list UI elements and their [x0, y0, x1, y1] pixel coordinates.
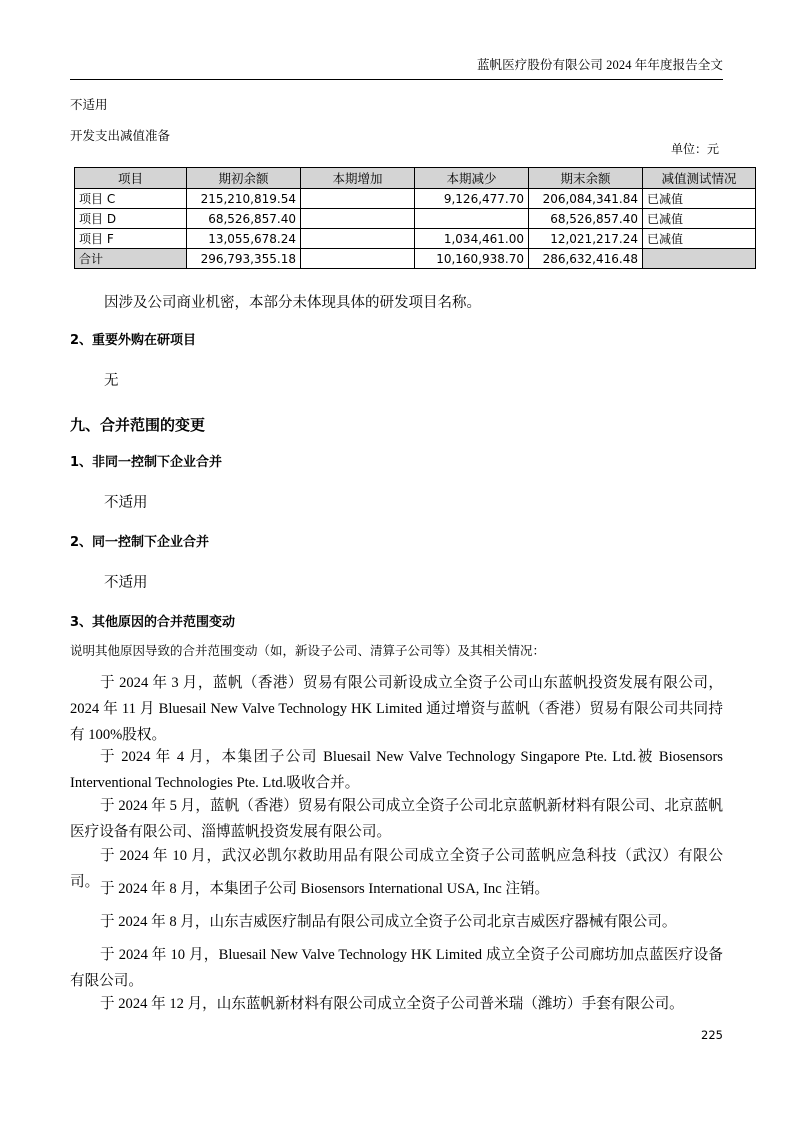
cell-decrease: 9,126,477.70 [415, 189, 529, 209]
column-header-impairment: 减值测试情况 [643, 168, 756, 189]
table-total-row [75, 249, 756, 269]
header-rule [70, 79, 723, 80]
not-applicable-top: 不适用 [70, 97, 108, 112]
confidentiality-note: 因涉及公司商业机密，本部分未体现具体的研发项目名称。 [104, 295, 481, 311]
cell-status: 已减值 [643, 229, 756, 249]
heading-non-common-control: 1、非同一控制下企业合并 [70, 455, 223, 470]
scope-change-paragraph-4: 于 2024 年 10 月，武汉必凯尔救助用品有限公司成立全资子公司蓝帆应急科技（武汉）有限公司。 [70, 848, 723, 890]
heading-section-nine: 九、合并范围的变更 [70, 416, 206, 434]
cell-total-label: 合计 [75, 249, 187, 269]
scope-change-paragraph-3: 于 2024 年 5 月，蓝帆（香港）贸易有限公司成立全资子公司北京蓝帆新材料有限公司、北京蓝帆医疗设备有限公司、淄博蓝帆投资发展有限公司。 [70, 798, 723, 840]
column-header-increase: 本期增加 [301, 168, 415, 189]
table-header-row [75, 168, 756, 189]
cell-increase [301, 229, 415, 249]
cell-total-status [643, 249, 756, 269]
cell-opening: 215,210,819.54 [187, 189, 301, 209]
page-number: 225 [701, 1028, 723, 1042]
cell-total-decrease: 10,160,938.70 [415, 249, 529, 269]
cell-status: 已减值 [643, 189, 756, 209]
cell-item: 项目 D [75, 209, 187, 229]
column-header-closing: 期末余额 [529, 168, 643, 189]
heading-other-scope-changes: 3、其他原因的合并范围变动 [70, 615, 236, 630]
impairment-table-wrapper [74, 167, 737, 269]
scope-change-paragraph-8: 于 2024 年 12 月，山东蓝帆新材料有限公司成立全资子公司普米瑞（潍坊）手套有限公司。 [100, 996, 684, 1012]
value-common-control: 不适用 [104, 575, 148, 591]
heading-common-control: 2、同一控制下企业合并 [70, 535, 210, 550]
cell-opening: 13,055,678.24 [187, 229, 301, 249]
column-header-item: 项目 [75, 168, 187, 189]
scope-change-paragraph-5: 于 2024 年 8 月，本集团子公司 Biosensors International USA, Inc 注销。 [100, 881, 550, 897]
scope-change-paragraph-7: 于 2024 年 10 月，Bluesail New Valve Technology HK Limited 成立全资子公司廊坊加点蓝医疗设备有限公司。 [70, 947, 723, 989]
page-content-area [70, 0, 737, 1122]
cell-closing: 68,526,857.40 [529, 209, 643, 229]
impairment-table [74, 167, 756, 269]
heading-important-purchased-rd: 2、重要外购在研项目 [70, 333, 197, 348]
value-important-purchased-rd: 无 [104, 373, 119, 389]
running-header: 蓝帆医疗股份有限公司 2024 年年度报告全文 [476, 58, 723, 72]
scope-change-paragraph-2: 于 2024 年 4 月，本集团子公司 Bluesail New Valve Technology Singapore Pte. Ltd.被 Biosensors Interventional Technologies Pte. Ltd.吸收合并。 [70, 749, 723, 791]
cell-increase [301, 189, 415, 209]
cell-total-opening: 296,793,355.18 [187, 249, 301, 269]
cell-decrease [415, 209, 529, 229]
scope-change-paragraph-6: 于 2024 年 8 月，山东吉威医疗制品有限公司成立全资子公司北京吉威医疗器械有限公司。 [100, 914, 677, 930]
column-header-decrease: 本期减少 [415, 168, 529, 189]
cell-increase [301, 209, 415, 229]
column-header-opening: 期初余额 [187, 168, 301, 189]
cell-closing: 206,084,341.84 [529, 189, 643, 209]
cell-item: 项目 C [75, 189, 187, 209]
table-row [75, 229, 756, 249]
cell-decrease: 1,034,461.00 [415, 229, 529, 249]
cell-total-closing: 286,632,416.48 [529, 249, 643, 269]
cell-status: 已减值 [643, 209, 756, 229]
cell-item: 项目 F [75, 229, 187, 249]
table-caption: 开发支出减值准备 [70, 128, 171, 143]
value-non-common-control: 不适用 [104, 495, 148, 511]
scope-change-paragraph-1: 于 2024 年 3 月，蓝帆（香港）贸易有限公司新设成立全资子公司山东蓝帆投资发展有限公司，2024 年 11 月 Bluesail New Valve Technology HK Limited 通过增资与蓝帆（香港）贸易有限公司共同持有 100%股权。 [70, 675, 723, 743]
cell-opening: 68,526,857.40 [187, 209, 301, 229]
cell-total-increase [301, 249, 415, 269]
unit-label: 单位：元 [670, 142, 719, 156]
table-row [75, 189, 756, 209]
other-scope-lead-text: 说明其他原因导致的合并范围变动（如，新设子公司、清算子公司等）及其相关情况： [70, 643, 546, 658]
cell-closing: 12,021,217.24 [529, 229, 643, 249]
table-row [75, 209, 756, 229]
